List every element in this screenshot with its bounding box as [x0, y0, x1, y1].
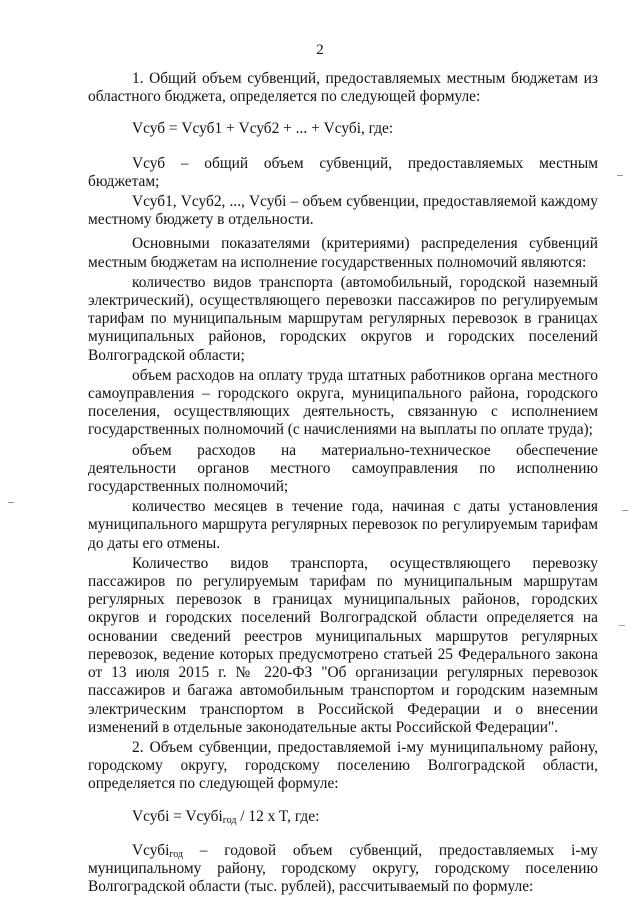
subscript: год: [222, 814, 237, 826]
document-body: [88, 70, 598, 898]
paragraph: количество видов транспорта (автомобильный, городской наземный электрический), осуществляющего перевозки пассажиров по регулируемым тарифам по муниципальным маршрутам регулярных перевозок в границах муниципальных районов, городских округов и городских поселений Волгоградской области;: [88, 273, 598, 364]
text-run: / 12 x T, где:: [236, 807, 320, 825]
paragraph: 1. Общий объем субвенций, предоставляемых местным бюджетам из областного бюджета, определяется по следующей формуле:: [88, 70, 598, 106]
formula: Vсуб = Vсуб1 + Vсуб2 + ... + Vсубi, где:: [132, 120, 394, 138]
paragraph: Vсуб – общий объем субвенций, предоставляемых местным бюджетам;: [88, 154, 598, 190]
scan-mark: [617, 175, 623, 176]
scan-mark: [619, 625, 625, 626]
text-run: Vсубi = Vсубi: [132, 807, 223, 825]
text-run: Vсубi: [132, 841, 170, 859]
page-number: 2: [316, 42, 324, 58]
paragraph: количество месяцев в течение года, начиная с даты установления муниципального маршрута регулярных перевозок по регулируемым тарифам до даты его отмены.: [88, 498, 598, 552]
paragraph: Основными показателями (критериями) распределения субвенций местным бюджетам на исполнение государственных полномочий являются:: [88, 235, 598, 271]
scan-mark: [8, 502, 14, 503]
scan-mark: [622, 510, 628, 511]
paragraph: объем расходов на материально-техническое обеспечение деятельности органов местного самоуправления по исполнению государственных полномочий;: [88, 441, 598, 496]
paragraph: 2. Объем субвенции, предоставляемой i-му муниципальному району, городскому округу, городскому поселению Волгоградской области, определяется по следующей формуле:: [88, 738, 598, 793]
subscript: год: [169, 848, 183, 860]
text-run: – годовой объем субвенций, предоставляемых i-му муниципальному району, городскому округу, городскому поселению Волгоградской области (тыс. рублей), рассчитываемый по формуле:: [88, 841, 598, 896]
formula: [88, 808, 598, 826]
paragraph: [88, 842, 598, 897]
paragraph: объем расходов на оплату труда штатных работников органа местного самоуправления – городского округа, муниципального района, городского поселения, осуществляющих деятельность, связанную с исполнением государственных полномочий (с начислениями на выплаты по оплате труда);: [88, 366, 598, 439]
paragraph: Vсуб1, Vсуб2, ..., Vсубi – объем субвенции, предоставляемой каждому местному бюджету в отдельности.: [88, 193, 598, 229]
paragraph: Количество видов транспорта, осуществляющего перевозку пассажиров по регулируемым тарифам по муниципальным маршрутам регулярных перевозок в границах муниципальных районов, городских округов и городских поселений Волгоградской области определяется на основании сведений реестров муниципальных маршрутов регулярных перевозок, ведение которых предусмотрено статьей 25 Федерального закона от 13 июля 2015 г. № 220-ФЗ "Об организации регулярных перевозок пассажиров и багажа автомобильным транспортом и городским наземным электрическим транспортом в Российской Федерации и о внесении изменений в отдельные законодательные акты Российской Федерации".: [88, 554, 598, 736]
